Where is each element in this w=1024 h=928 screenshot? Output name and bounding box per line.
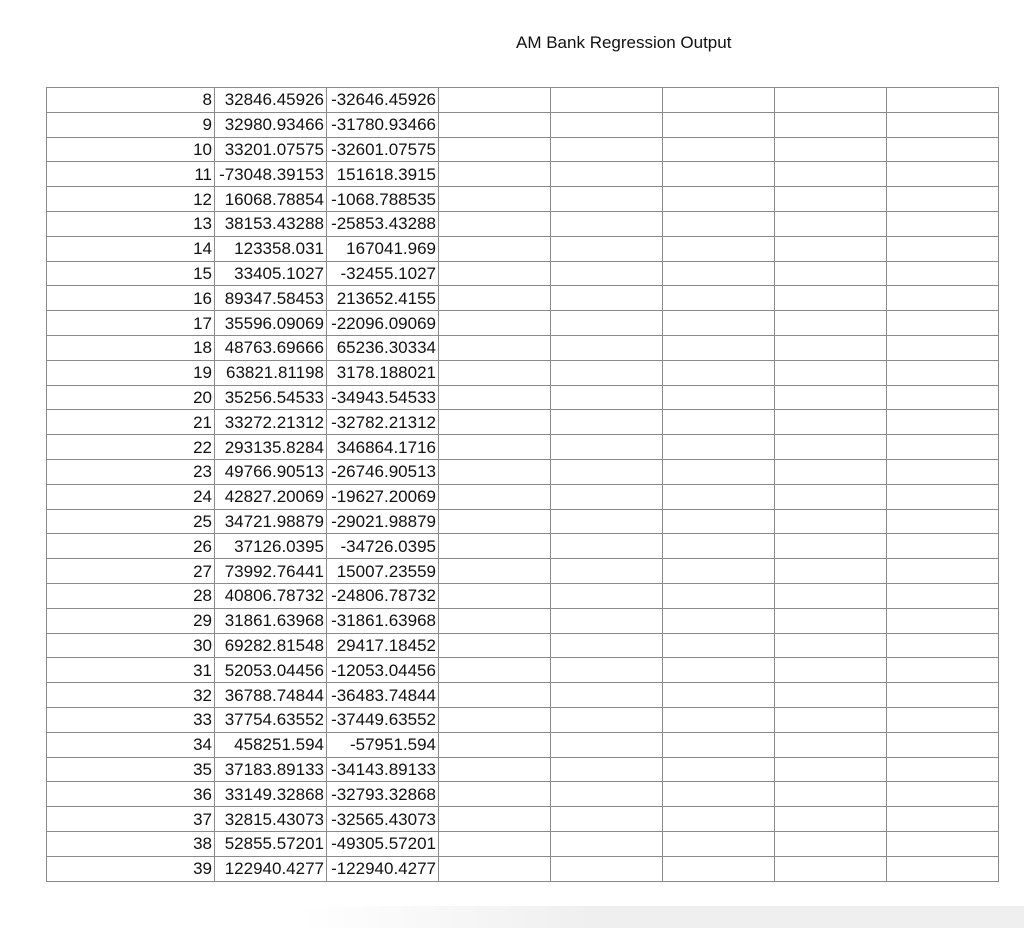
cell-empty[interactable] xyxy=(775,112,887,137)
cell-empty[interactable] xyxy=(887,88,999,113)
cell-obs[interactable]: 20 xyxy=(47,385,215,410)
cell-predicted[interactable]: 48763.69666 xyxy=(215,335,327,360)
cell-empty[interactable] xyxy=(887,459,999,484)
cell-residual[interactable]: -29021.98879 xyxy=(327,509,439,534)
cell-obs[interactable]: 37 xyxy=(47,807,215,832)
table-row xyxy=(47,112,999,137)
table-row xyxy=(47,459,999,484)
cell-residual[interactable]: 346864.1716 xyxy=(327,435,439,460)
table-row xyxy=(47,757,999,782)
cell-obs[interactable]: 9 xyxy=(47,112,215,137)
cell-predicted[interactable]: -73048.39153 xyxy=(215,162,327,187)
table-row xyxy=(47,261,999,286)
cell-empty[interactable] xyxy=(775,435,887,460)
cell-empty[interactable] xyxy=(775,683,887,708)
cell-empty[interactable] xyxy=(439,707,551,732)
table-row xyxy=(47,435,999,460)
cell-empty[interactable] xyxy=(551,88,663,113)
grid-body xyxy=(47,88,999,882)
cell-empty[interactable] xyxy=(663,856,775,881)
cell-empty[interactable] xyxy=(775,633,887,658)
page-title: AM Bank Regression Output xyxy=(516,33,732,52)
cell-empty[interactable] xyxy=(887,137,999,162)
cell-empty[interactable] xyxy=(663,137,775,162)
cell-empty[interactable] xyxy=(775,707,887,732)
cell-predicted[interactable]: 35256.54533 xyxy=(215,385,327,410)
cell-empty[interactable] xyxy=(887,583,999,608)
cell-residual[interactable]: -12053.04456 xyxy=(327,658,439,683)
cell-residual[interactable]: -57951.594 xyxy=(327,732,439,757)
cell-predicted[interactable]: 37754.63552 xyxy=(215,707,327,732)
cell-empty[interactable] xyxy=(775,311,887,336)
cell-empty[interactable] xyxy=(887,112,999,137)
cell-empty[interactable] xyxy=(887,435,999,460)
cell-residual[interactable]: -24806.78732 xyxy=(327,583,439,608)
cell-empty[interactable] xyxy=(775,88,887,113)
cell-obs[interactable]: 15 xyxy=(47,261,215,286)
table-row xyxy=(47,187,999,212)
cell-empty[interactable] xyxy=(439,559,551,584)
cell-residual[interactable]: -19627.20069 xyxy=(327,484,439,509)
cell-empty[interactable] xyxy=(775,137,887,162)
cell-empty[interactable] xyxy=(439,459,551,484)
cell-empty[interactable] xyxy=(887,732,999,757)
cell-empty[interactable] xyxy=(775,583,887,608)
cell-empty[interactable] xyxy=(439,856,551,881)
cell-residual[interactable]: -32646.45926 xyxy=(327,88,439,113)
table-row xyxy=(47,782,999,807)
cell-empty[interactable] xyxy=(663,236,775,261)
cell-predicted[interactable]: 458251.594 xyxy=(215,732,327,757)
cell-predicted[interactable]: 42827.20069 xyxy=(215,484,327,509)
cell-empty[interactable] xyxy=(551,856,663,881)
cell-residual[interactable]: -32782.21312 xyxy=(327,410,439,435)
table-row xyxy=(47,311,999,336)
cell-empty[interactable] xyxy=(551,732,663,757)
cell-residual[interactable]: -36483.74844 xyxy=(327,683,439,708)
cell-empty[interactable] xyxy=(887,856,999,881)
cell-empty[interactable] xyxy=(439,658,551,683)
cell-empty[interactable] xyxy=(663,360,775,385)
cell-residual[interactable]: -32565.43073 xyxy=(327,807,439,832)
cell-empty[interactable] xyxy=(775,360,887,385)
cell-obs[interactable]: 8 xyxy=(47,88,215,113)
cell-empty[interactable] xyxy=(887,633,999,658)
cell-empty[interactable] xyxy=(775,335,887,360)
cell-empty[interactable] xyxy=(439,88,551,113)
cell-empty[interactable] xyxy=(439,807,551,832)
cell-empty[interactable] xyxy=(439,683,551,708)
cell-empty[interactable] xyxy=(887,608,999,633)
table-row xyxy=(47,335,999,360)
cell-empty[interactable] xyxy=(439,608,551,633)
cell-empty[interactable] xyxy=(775,286,887,311)
cell-predicted[interactable]: 52053.04456 xyxy=(215,658,327,683)
cell-predicted[interactable]: 69282.81548 xyxy=(215,633,327,658)
table-row xyxy=(47,360,999,385)
cell-empty[interactable] xyxy=(439,633,551,658)
table-row xyxy=(47,484,999,509)
table-row xyxy=(47,509,999,534)
cell-empty[interactable] xyxy=(887,782,999,807)
cell-residual[interactable]: 3178.188021 xyxy=(327,360,439,385)
cell-empty[interactable] xyxy=(775,385,887,410)
cell-empty[interactable] xyxy=(663,261,775,286)
cell-obs[interactable]: 28 xyxy=(47,583,215,608)
cell-empty[interactable] xyxy=(663,534,775,559)
cell-empty[interactable] xyxy=(551,187,663,212)
cell-predicted[interactable]: 49766.90513 xyxy=(215,459,327,484)
cell-empty[interactable] xyxy=(887,559,999,584)
cell-empty[interactable] xyxy=(887,707,999,732)
cell-empty[interactable] xyxy=(663,484,775,509)
table-row xyxy=(47,137,999,162)
cell-empty[interactable] xyxy=(663,608,775,633)
cell-empty[interactable] xyxy=(663,831,775,856)
cell-empty[interactable] xyxy=(887,831,999,856)
cell-obs[interactable]: 34 xyxy=(47,732,215,757)
cell-empty[interactable] xyxy=(663,162,775,187)
cell-obs[interactable]: 33 xyxy=(47,707,215,732)
cell-empty[interactable] xyxy=(775,856,887,881)
cell-empty[interactable] xyxy=(663,707,775,732)
cell-residual[interactable]: -1068.788535 xyxy=(327,187,439,212)
cell-predicted[interactable]: 33405.1027 xyxy=(215,261,327,286)
cell-empty[interactable] xyxy=(551,707,663,732)
table-row xyxy=(47,856,999,881)
table-row xyxy=(47,162,999,187)
cell-empty[interactable] xyxy=(775,484,887,509)
table-row xyxy=(47,534,999,559)
cell-empty[interactable] xyxy=(663,88,775,113)
cell-obs[interactable]: 18 xyxy=(47,335,215,360)
cell-empty[interactable] xyxy=(663,583,775,608)
cell-empty[interactable] xyxy=(551,534,663,559)
cell-empty[interactable] xyxy=(439,410,551,435)
table-row xyxy=(47,286,999,311)
cell-empty[interactable] xyxy=(775,807,887,832)
cell-obs[interactable]: 38 xyxy=(47,831,215,856)
cell-predicted[interactable]: 35596.09069 xyxy=(215,311,327,336)
cell-empty[interactable] xyxy=(439,187,551,212)
cell-empty[interactable] xyxy=(887,534,999,559)
cell-predicted[interactable]: 89347.58453 xyxy=(215,286,327,311)
cell-residual[interactable]: -31780.93466 xyxy=(327,112,439,137)
cell-empty[interactable] xyxy=(663,683,775,708)
cell-empty[interactable] xyxy=(551,261,663,286)
cell-predicted[interactable]: 63821.81198 xyxy=(215,360,327,385)
cell-empty[interactable] xyxy=(551,633,663,658)
cell-obs[interactable]: 11 xyxy=(47,162,215,187)
cell-empty[interactable] xyxy=(663,211,775,236)
cell-residual[interactable]: -22096.09069 xyxy=(327,311,439,336)
cell-obs[interactable]: 36 xyxy=(47,782,215,807)
cell-empty[interactable] xyxy=(439,311,551,336)
cell-empty[interactable] xyxy=(551,831,663,856)
cell-empty[interactable] xyxy=(663,757,775,782)
cell-obs[interactable]: 16 xyxy=(47,286,215,311)
cell-empty[interactable] xyxy=(439,484,551,509)
cell-empty[interactable] xyxy=(551,236,663,261)
page-shadow xyxy=(300,906,1024,928)
cell-empty[interactable] xyxy=(439,385,551,410)
cell-predicted[interactable]: 33149.32868 xyxy=(215,782,327,807)
cell-obs[interactable]: 23 xyxy=(47,459,215,484)
cell-empty[interactable] xyxy=(887,410,999,435)
cell-empty[interactable] xyxy=(439,534,551,559)
cell-empty[interactable] xyxy=(775,261,887,286)
cell-empty[interactable] xyxy=(551,608,663,633)
cell-empty[interactable] xyxy=(775,658,887,683)
cell-empty[interactable] xyxy=(551,484,663,509)
cell-empty[interactable] xyxy=(887,484,999,509)
cell-predicted[interactable]: 33201.07575 xyxy=(215,137,327,162)
cell-residual[interactable]: 15007.23559 xyxy=(327,559,439,584)
cell-empty[interactable] xyxy=(775,831,887,856)
cell-predicted[interactable]: 52855.57201 xyxy=(215,831,327,856)
table-row xyxy=(47,385,999,410)
cell-obs[interactable]: 19 xyxy=(47,360,215,385)
cell-empty[interactable] xyxy=(663,311,775,336)
cell-residual[interactable]: 29417.18452 xyxy=(327,633,439,658)
cell-empty[interactable] xyxy=(887,162,999,187)
cell-empty[interactable] xyxy=(551,385,663,410)
table-row xyxy=(47,633,999,658)
table-row xyxy=(47,583,999,608)
table-row xyxy=(47,683,999,708)
cell-empty[interactable] xyxy=(887,683,999,708)
cell-empty[interactable] xyxy=(887,236,999,261)
cell-obs[interactable]: 25 xyxy=(47,509,215,534)
cell-residual[interactable]: -32455.1027 xyxy=(327,261,439,286)
cell-empty[interactable] xyxy=(775,509,887,534)
cell-empty[interactable] xyxy=(663,187,775,212)
cell-empty[interactable] xyxy=(551,459,663,484)
cell-predicted[interactable]: 32815.43073 xyxy=(215,807,327,832)
cell-residual[interactable]: -34726.0395 xyxy=(327,534,439,559)
cell-empty[interactable] xyxy=(775,534,887,559)
cell-predicted[interactable]: 36788.74844 xyxy=(215,683,327,708)
cell-empty[interactable] xyxy=(439,286,551,311)
cell-empty[interactable] xyxy=(663,435,775,460)
cell-empty[interactable] xyxy=(887,335,999,360)
cell-empty[interactable] xyxy=(775,410,887,435)
cell-empty[interactable] xyxy=(775,782,887,807)
cell-empty[interactable] xyxy=(439,335,551,360)
cell-obs[interactable]: 21 xyxy=(47,410,215,435)
cell-predicted[interactable]: 40806.78732 xyxy=(215,583,327,608)
cell-empty[interactable] xyxy=(551,807,663,832)
cell-empty[interactable] xyxy=(439,435,551,460)
cell-predicted[interactable]: 16068.78854 xyxy=(215,187,327,212)
cell-empty[interactable] xyxy=(775,608,887,633)
table-row xyxy=(47,410,999,435)
cell-empty[interactable] xyxy=(551,757,663,782)
cell-empty[interactable] xyxy=(551,435,663,460)
cell-empty[interactable] xyxy=(663,807,775,832)
cell-predicted[interactable]: 37126.0395 xyxy=(215,534,327,559)
cell-empty[interactable] xyxy=(551,559,663,584)
cell-empty[interactable] xyxy=(551,509,663,534)
cell-empty[interactable] xyxy=(775,559,887,584)
cell-obs[interactable]: 14 xyxy=(47,236,215,261)
cell-residual[interactable]: -25853.43288 xyxy=(327,211,439,236)
cell-empty[interactable] xyxy=(663,509,775,534)
table-row xyxy=(47,732,999,757)
cell-residual[interactable]: -31861.63968 xyxy=(327,608,439,633)
cell-residual[interactable]: -32601.07575 xyxy=(327,137,439,162)
cell-residual[interactable]: 213652.4155 xyxy=(327,286,439,311)
cell-empty[interactable] xyxy=(775,757,887,782)
cell-obs[interactable]: 10 xyxy=(47,137,215,162)
cell-predicted[interactable]: 122940.4277 xyxy=(215,856,327,881)
cell-empty[interactable] xyxy=(439,509,551,534)
cell-predicted[interactable]: 31861.63968 xyxy=(215,608,327,633)
cell-empty[interactable] xyxy=(775,162,887,187)
cell-empty[interactable] xyxy=(887,385,999,410)
cell-empty[interactable] xyxy=(551,311,663,336)
cell-obs[interactable]: 27 xyxy=(47,559,215,584)
cell-empty[interactable] xyxy=(663,559,775,584)
cell-empty[interactable] xyxy=(439,112,551,137)
cell-empty[interactable] xyxy=(551,683,663,708)
cell-empty[interactable] xyxy=(663,335,775,360)
cell-obs[interactable]: 31 xyxy=(47,658,215,683)
cell-empty[interactable] xyxy=(551,286,663,311)
cell-predicted[interactable]: 293135.8284 xyxy=(215,435,327,460)
spreadsheet-grid xyxy=(46,87,999,882)
cell-empty[interactable] xyxy=(551,335,663,360)
table-row xyxy=(47,211,999,236)
table-row xyxy=(47,236,999,261)
cell-predicted[interactable]: 34721.98879 xyxy=(215,509,327,534)
cell-empty[interactable] xyxy=(663,410,775,435)
cell-empty[interactable] xyxy=(663,459,775,484)
cell-empty[interactable] xyxy=(663,286,775,311)
cell-predicted[interactable]: 38153.43288 xyxy=(215,211,327,236)
cell-obs[interactable]: 17 xyxy=(47,311,215,336)
cell-obs[interactable]: 22 xyxy=(47,435,215,460)
cell-residual[interactable]: -34943.54533 xyxy=(327,385,439,410)
cell-obs[interactable]: 12 xyxy=(47,187,215,212)
cell-predicted[interactable]: 73992.76441 xyxy=(215,559,327,584)
cell-empty[interactable] xyxy=(439,831,551,856)
table-row xyxy=(47,707,999,732)
cell-empty[interactable] xyxy=(775,236,887,261)
cell-empty[interactable] xyxy=(551,410,663,435)
cell-empty[interactable] xyxy=(439,236,551,261)
cell-empty[interactable] xyxy=(663,782,775,807)
cell-empty[interactable] xyxy=(551,360,663,385)
table-row xyxy=(47,831,999,856)
cell-obs[interactable]: 13 xyxy=(47,211,215,236)
cell-empty[interactable] xyxy=(887,286,999,311)
table-row xyxy=(47,88,999,113)
cell-residual[interactable]: -122940.4277 xyxy=(327,856,439,881)
cell-predicted[interactable]: 37183.89133 xyxy=(215,757,327,782)
cell-empty[interactable] xyxy=(439,211,551,236)
cell-obs[interactable]: 24 xyxy=(47,484,215,509)
cell-empty[interactable] xyxy=(887,757,999,782)
cell-empty[interactable] xyxy=(439,162,551,187)
table-row xyxy=(47,807,999,832)
cell-empty[interactable] xyxy=(775,732,887,757)
cell-empty[interactable] xyxy=(439,360,551,385)
cell-residual[interactable]: -34143.89133 xyxy=(327,757,439,782)
cell-empty[interactable] xyxy=(663,732,775,757)
cell-empty[interactable] xyxy=(439,261,551,286)
cell-empty[interactable] xyxy=(887,807,999,832)
cell-empty[interactable] xyxy=(551,782,663,807)
cell-empty[interactable] xyxy=(551,211,663,236)
table-row xyxy=(47,608,999,633)
cell-empty[interactable] xyxy=(887,261,999,286)
cell-empty[interactable] xyxy=(663,112,775,137)
cell-empty[interactable] xyxy=(887,211,999,236)
cell-residual[interactable]: 65236.30334 xyxy=(327,335,439,360)
cell-empty[interactable] xyxy=(439,583,551,608)
cell-obs[interactable]: 39 xyxy=(47,856,215,881)
cell-empty[interactable] xyxy=(663,633,775,658)
cell-obs[interactable]: 26 xyxy=(47,534,215,559)
cell-empty[interactable] xyxy=(551,162,663,187)
cell-obs[interactable]: 35 xyxy=(47,757,215,782)
cell-residual[interactable]: -32793.32868 xyxy=(327,782,439,807)
cell-obs[interactable]: 32 xyxy=(47,683,215,708)
cell-obs[interactable]: 30 xyxy=(47,633,215,658)
cell-residual[interactable]: -26746.90513 xyxy=(327,459,439,484)
cell-empty[interactable] xyxy=(551,583,663,608)
table-row xyxy=(47,559,999,584)
cell-empty[interactable] xyxy=(775,211,887,236)
cell-residual[interactable]: -37449.63552 xyxy=(327,707,439,732)
cell-empty[interactable] xyxy=(439,782,551,807)
cell-empty[interactable] xyxy=(439,732,551,757)
cell-empty[interactable] xyxy=(887,509,999,534)
cell-empty[interactable] xyxy=(551,112,663,137)
table-row xyxy=(47,658,999,683)
cell-empty[interactable] xyxy=(439,757,551,782)
cell-predicted[interactable]: 32846.45926 xyxy=(215,88,327,113)
cell-predicted[interactable]: 33272.21312 xyxy=(215,410,327,435)
cell-empty[interactable] xyxy=(775,459,887,484)
cell-empty[interactable] xyxy=(551,658,663,683)
cell-predicted[interactable]: 32980.93466 xyxy=(215,112,327,137)
cell-empty[interactable] xyxy=(551,137,663,162)
cell-empty[interactable] xyxy=(887,658,999,683)
cell-residual[interactable]: 151618.3915 xyxy=(327,162,439,187)
cell-empty[interactable] xyxy=(663,658,775,683)
cell-residual[interactable]: -49305.57201 xyxy=(327,831,439,856)
cell-obs[interactable]: 29 xyxy=(47,608,215,633)
cell-residual[interactable]: 167041.969 xyxy=(327,236,439,261)
cell-empty[interactable] xyxy=(887,360,999,385)
cell-empty[interactable] xyxy=(887,187,999,212)
cell-empty[interactable] xyxy=(775,187,887,212)
cell-empty[interactable] xyxy=(439,137,551,162)
cell-empty[interactable] xyxy=(887,311,999,336)
cell-predicted[interactable]: 123358.031 xyxy=(215,236,327,261)
cell-empty[interactable] xyxy=(663,385,775,410)
